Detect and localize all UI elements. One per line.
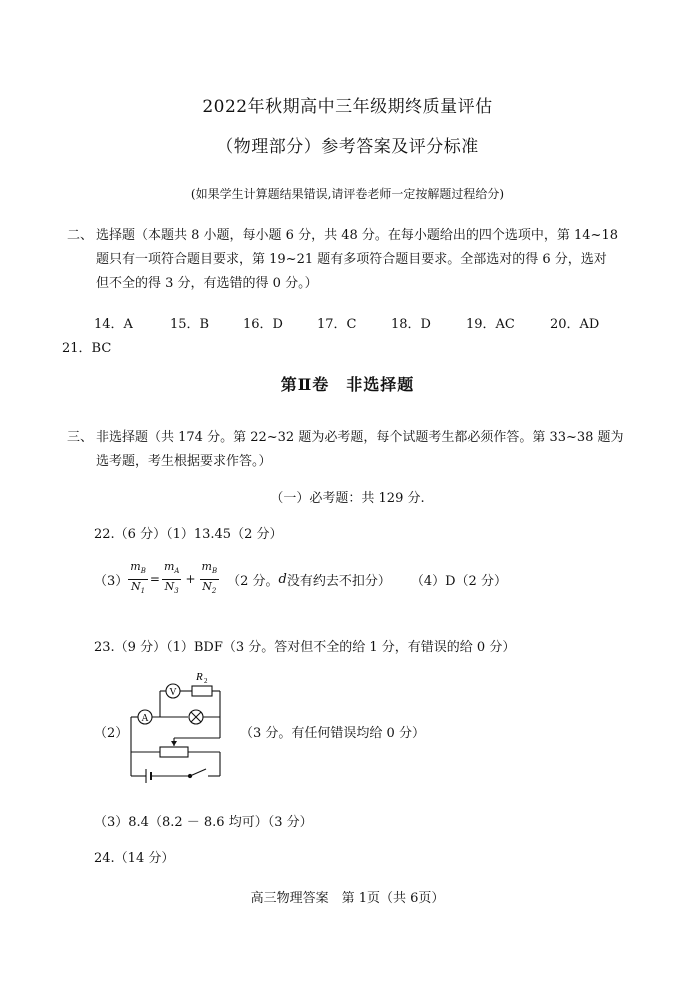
frac-numerator: m	[163, 560, 175, 574]
ammeter-label: A	[141, 713, 149, 724]
switch-lever	[190, 769, 206, 776]
q22-part3-note-a: （2 分。	[227, 573, 279, 589]
frac-numerator: m	[130, 560, 141, 574]
answer-20: 20．AD	[550, 317, 600, 332]
fraction-mb-n1	[128, 560, 148, 597]
circuit-diagram	[122, 666, 232, 784]
section-2-line: 选择题（本题共 8 小题，每小题 6 分，共 48 分。在每小题给出的四个选项中，第 14~18	[96, 228, 618, 243]
section-3-line: 非选择题（共 174 分。第 22~32 题为必考题，每个试题考生都必须作答。第 33~38 题为	[96, 430, 624, 445]
required-questions-heading: （一）必考题：共 129 分.	[270, 491, 425, 506]
section-3	[67, 426, 647, 474]
answer-21: 21．BC	[62, 341, 112, 356]
frac-numerator-sub: B	[140, 567, 146, 576]
answer-18: 18．D	[391, 317, 431, 332]
frac-numerator: m	[201, 560, 212, 574]
plus-sign: +	[185, 572, 196, 586]
q22-part4: （4）D（2 分）	[410, 573, 507, 589]
page-title: 2022年秋期高中三年级期终质量评估	[202, 97, 493, 117]
answer-15: 15．B	[170, 317, 210, 332]
q23-part2-note: （3 分。有任何错误均给 0 分）	[240, 726, 425, 741]
section-2-line: 题只有一项符合题目要求，第 19~21 题有多项符合题目要求。全部选对的得 6 分，选对	[96, 252, 607, 267]
frac-numerator-sub: A	[174, 567, 180, 576]
equals-sign: =	[149, 572, 160, 586]
q22-var-d: d	[278, 571, 287, 587]
answer-19: 19．AC	[466, 317, 515, 332]
q23-part2-label: （2）	[94, 726, 129, 741]
frac-denominator-sub: 2	[211, 586, 217, 595]
voltmeter-label: V	[169, 687, 177, 698]
resistor-label: R	[196, 671, 203, 683]
q24-line1: 24.（14 分）	[94, 851, 175, 866]
answer-14: 14．A	[94, 317, 133, 332]
grading-note: (如果学生计算题结果错误,请评卷老师一定按解题过程给分)	[190, 187, 505, 201]
section-2-line: 但不全的得 3 分，有选错的得 0 分。）	[96, 276, 318, 291]
q22-part3-label: （3）	[94, 573, 129, 589]
q22-part3-note-b: 没有约去不扣分）	[286, 573, 391, 589]
page-subtitle: （物理部分）参考答案及评分标准	[216, 137, 479, 157]
frac-denominator: N	[202, 579, 212, 593]
resistor-r2	[192, 686, 212, 696]
q23-line1: 23.（9 分）（1）BDF（3 分。答对但不全的给 1 分，有错误的给 0 分）	[94, 640, 516, 655]
answer-16: 16．D	[243, 317, 283, 332]
resistor-label-sub: 2	[204, 677, 208, 685]
answer-17: 17．C	[317, 317, 357, 332]
part-2-heading: 第Ⅱ卷 非选择题	[280, 375, 415, 394]
q23-part3: （3）8.4（8.2 － 8.6 均可）（3 分）	[94, 815, 313, 830]
rheostat	[160, 747, 188, 757]
section-3-line: 选考题，考生根据要求作答。）	[96, 454, 272, 469]
frac-denominator-sub: 1	[140, 586, 146, 595]
frac-denominator-sub: 3	[174, 586, 179, 595]
q22-line1: 22.（6 分）（1）13.45（2 分）	[94, 527, 283, 542]
q22-part3	[94, 559, 507, 599]
fraction-ma-n3	[162, 560, 182, 597]
page-footer: 高三物理答案 第 1页（共 6页）	[250, 891, 445, 906]
frac-denominator: N	[164, 579, 175, 593]
section-3-number: 三、	[67, 430, 94, 445]
frac-denominator: N	[131, 579, 141, 593]
section-2	[67, 224, 647, 296]
section-2-number: 二、	[67, 228, 94, 243]
fraction-mb-n2	[200, 560, 220, 597]
frac-numerator-sub: B	[211, 567, 218, 576]
slider-arrow	[171, 741, 177, 746]
